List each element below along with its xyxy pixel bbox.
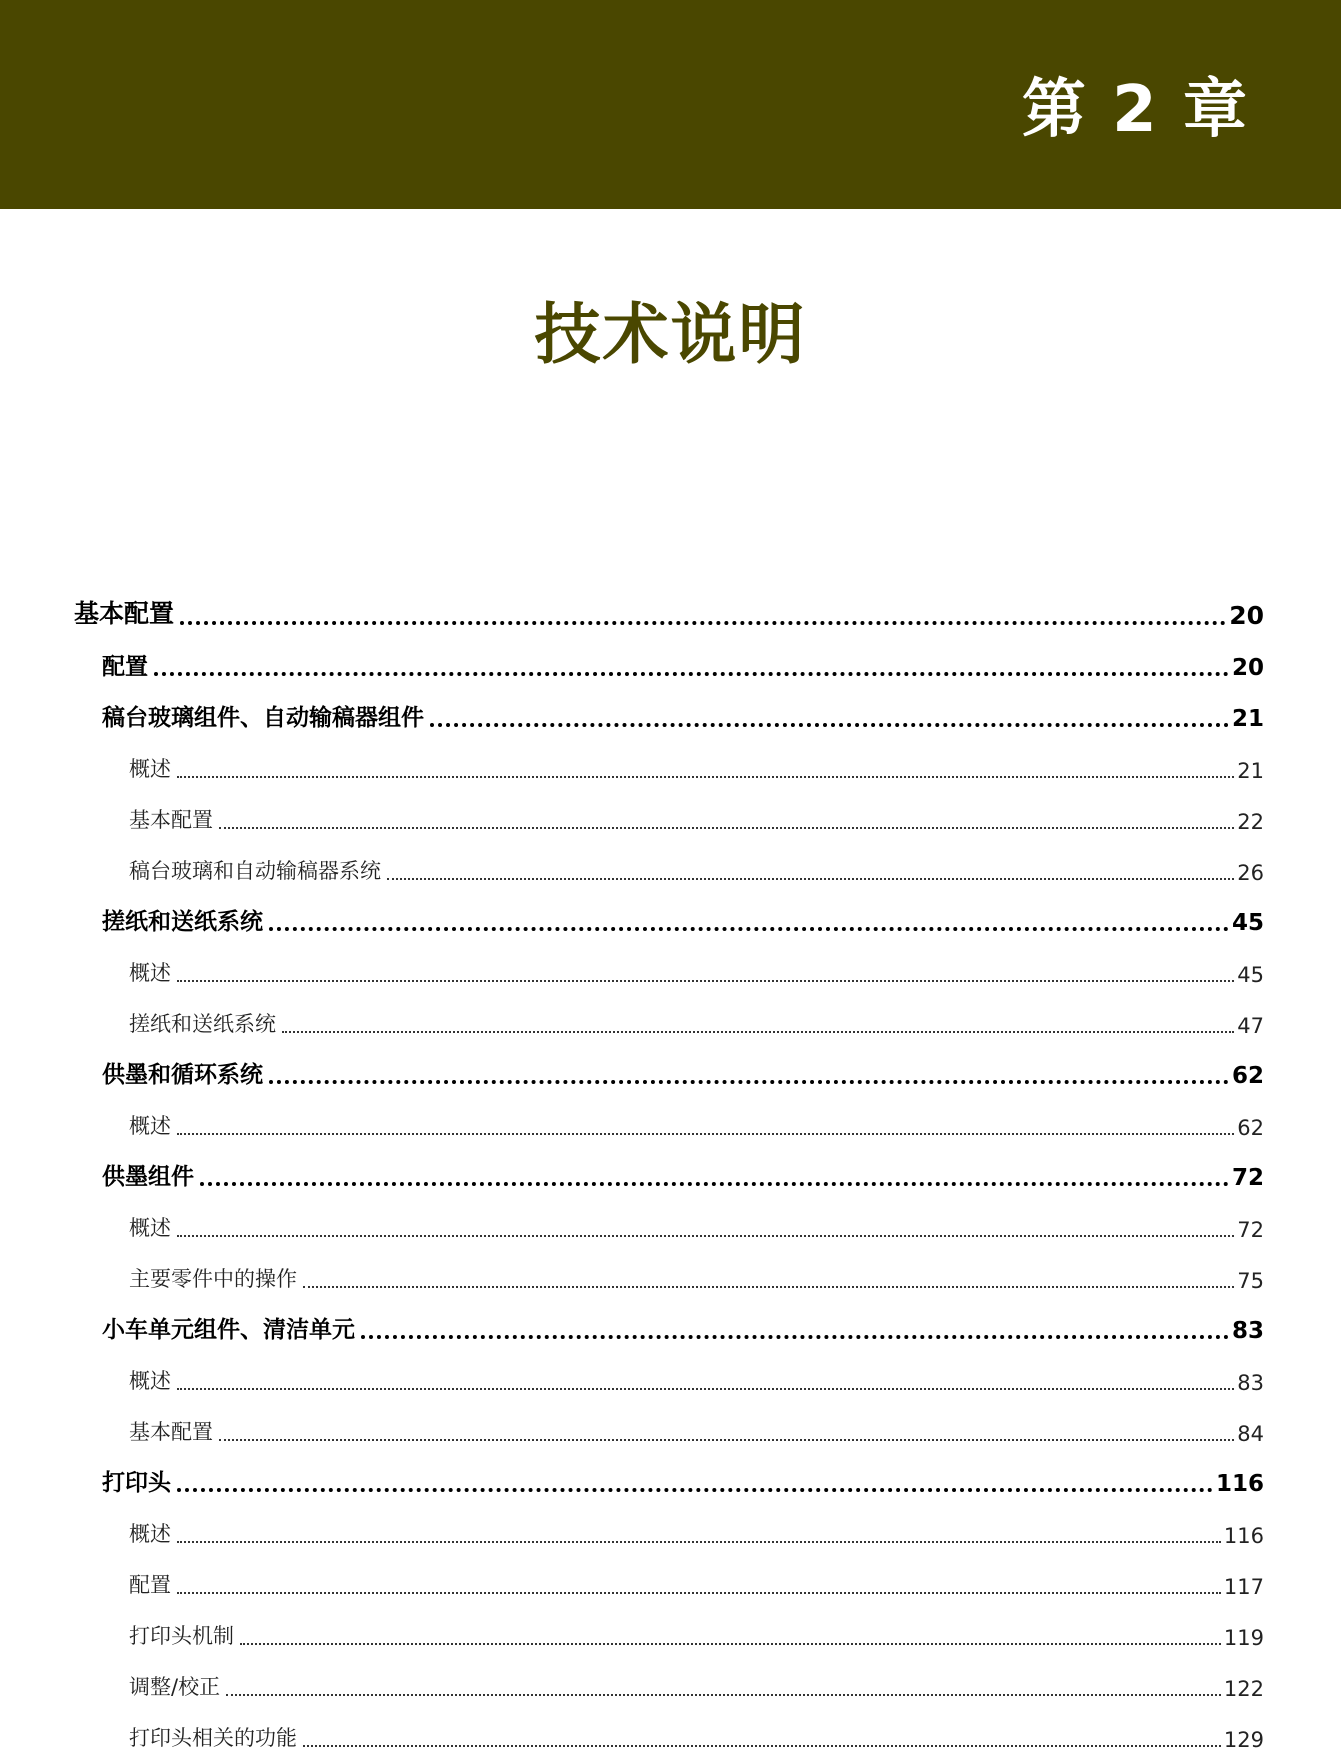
toc-entry[interactable] [74, 1554, 1264, 1605]
toc-entry[interactable] [74, 687, 1264, 738]
toc-dot-leader [269, 927, 1229, 931]
toc-page-number: 84 [1237, 1422, 1264, 1446]
toc-entry-title: 基本配置 [129, 1420, 213, 1444]
toc-page-number: 21 [1237, 759, 1264, 783]
toc-page-number: 45 [1231, 910, 1264, 936]
toc-dot-leader [177, 1235, 1234, 1237]
toc-entry[interactable] [74, 1248, 1264, 1299]
table-of-contents [74, 585, 1264, 1758]
toc-page-number: 116 [1215, 1471, 1264, 1497]
toc-entry-title: 基本配置 [129, 808, 213, 832]
toc-entry[interactable] [74, 738, 1264, 789]
toc-page-number: 62 [1231, 1063, 1264, 1089]
toc-dot-leader [303, 1745, 1221, 1747]
toc-page-number: 117 [1223, 1575, 1264, 1599]
toc-entry-title: 稿台玻璃和自动输稿器系统 [129, 859, 381, 883]
toc-entry[interactable] [74, 1605, 1264, 1656]
toc-dot-leader [269, 1080, 1229, 1084]
toc-entry[interactable] [74, 891, 1264, 942]
chapter-banner [0, 0, 1341, 209]
toc-entry-title: 搓纸和送纸系统 [102, 909, 263, 935]
toc-entry[interactable] [74, 1452, 1264, 1503]
toc-dot-leader [180, 621, 1226, 625]
toc-entry-title: 主要零件中的操作 [129, 1267, 297, 1291]
toc-page-number: 83 [1237, 1371, 1264, 1395]
toc-entry[interactable] [74, 840, 1264, 891]
toc-page-number: 47 [1237, 1014, 1264, 1038]
toc-entry-title: 打印头 [102, 1470, 171, 1496]
toc-dot-leader [200, 1182, 1229, 1186]
toc-page-number: 83 [1231, 1318, 1264, 1344]
toc-entry[interactable] [74, 585, 1264, 636]
toc-entry-title: 供墨组件 [102, 1164, 194, 1190]
toc-page-number: 72 [1231, 1165, 1264, 1191]
toc-dot-leader [177, 776, 1234, 778]
toc-entry-title: 供墨和循环系统 [102, 1062, 263, 1088]
toc-entry-title: 概述 [129, 1369, 171, 1393]
toc-entry[interactable] [74, 1044, 1264, 1095]
toc-entry-title: 打印头机制 [129, 1624, 234, 1648]
toc-entry[interactable] [74, 1299, 1264, 1350]
toc-page-number: 26 [1237, 861, 1264, 885]
toc-page-number: 72 [1237, 1218, 1264, 1242]
toc-entry[interactable] [74, 1707, 1264, 1758]
toc-dot-leader [154, 672, 1229, 676]
toc-dot-leader [219, 1439, 1234, 1441]
toc-page-number: 62 [1237, 1116, 1264, 1140]
toc-dot-leader [282, 1031, 1234, 1033]
toc-entry[interactable] [74, 1503, 1264, 1554]
toc-entry[interactable] [74, 1095, 1264, 1146]
toc-page-number: 75 [1237, 1269, 1264, 1293]
toc-page-number: 129 [1223, 1728, 1264, 1752]
toc-entry-title: 小车单元组件、清洁单元 [102, 1317, 355, 1343]
toc-dot-leader [177, 1592, 1221, 1594]
toc-dot-leader [361, 1335, 1229, 1339]
toc-entry[interactable] [74, 636, 1264, 687]
toc-entry-title: 稿台玻璃组件、自动输稿器组件 [102, 705, 424, 731]
toc-page-number: 116 [1223, 1524, 1264, 1548]
toc-entry[interactable] [74, 993, 1264, 1044]
toc-dot-leader [226, 1694, 1221, 1696]
toc-entry[interactable] [74, 1350, 1264, 1401]
toc-entry[interactable] [74, 942, 1264, 993]
toc-dot-leader [240, 1643, 1221, 1645]
toc-entry-title: 概述 [129, 961, 171, 985]
toc-entry-title: 概述 [129, 1522, 171, 1546]
toc-entry-title: 概述 [129, 757, 171, 781]
toc-page-number: 21 [1231, 706, 1264, 732]
toc-dot-leader [177, 980, 1234, 982]
toc-dot-leader [177, 1388, 1234, 1390]
chapter-label: 第 2 章 [1021, 73, 1249, 147]
toc-page-number: 20 [1231, 655, 1264, 681]
toc-dot-leader [387, 878, 1234, 880]
toc-entry[interactable] [74, 1146, 1264, 1197]
toc-entry[interactable] [74, 789, 1264, 840]
toc-entry-title: 基本配置 [74, 599, 175, 628]
toc-entry[interactable] [74, 1401, 1264, 1452]
toc-entry[interactable] [74, 1656, 1264, 1707]
section-title: 技术说明 [534, 296, 807, 373]
toc-page-number: 22 [1237, 810, 1264, 834]
toc-dot-leader [177, 1488, 1213, 1492]
toc-page-number: 45 [1237, 963, 1264, 987]
toc-dot-leader [430, 723, 1229, 727]
toc-entry-title: 打印头相关的功能 [129, 1726, 297, 1750]
toc-dot-leader [177, 1541, 1221, 1543]
toc-entry-title: 调整/校正 [129, 1675, 221, 1699]
toc-entry[interactable] [74, 1197, 1264, 1248]
toc-page-number: 122 [1223, 1677, 1264, 1701]
toc-page-number: 119 [1223, 1626, 1264, 1650]
toc-dot-leader [303, 1286, 1234, 1288]
toc-dot-leader [219, 827, 1234, 829]
toc-entry-title: 配置 [102, 654, 148, 680]
toc-entry-title: 搓纸和送纸系统 [129, 1012, 276, 1036]
toc-page-number: 20 [1229, 601, 1264, 630]
toc-entry-title: 概述 [129, 1114, 171, 1138]
toc-entry-title: 概述 [129, 1216, 171, 1240]
toc-entry-title: 配置 [129, 1573, 171, 1597]
toc-dot-leader [177, 1133, 1234, 1135]
